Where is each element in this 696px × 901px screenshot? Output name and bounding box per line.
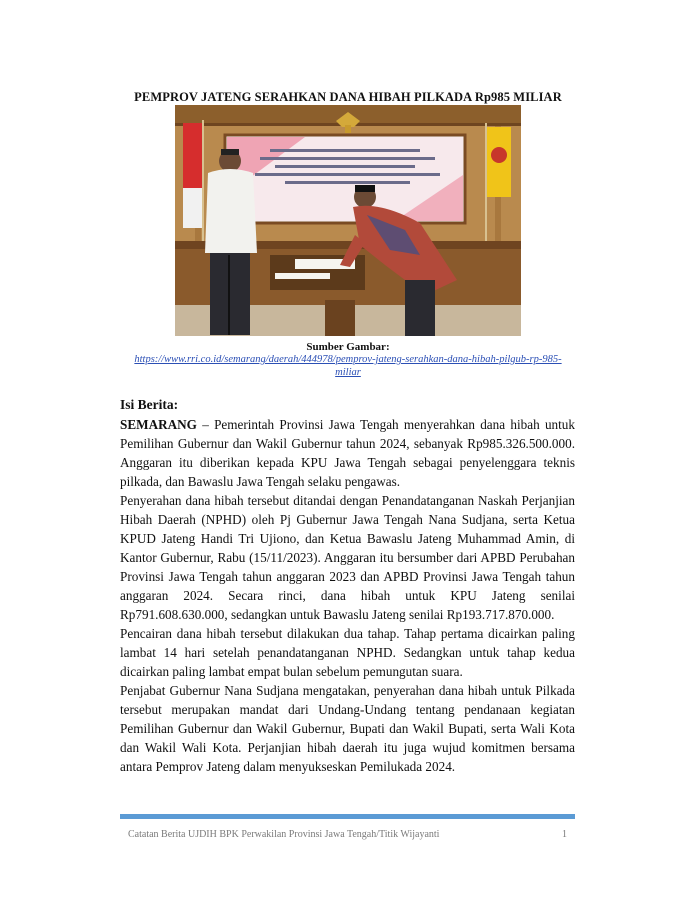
image-source-label: Sumber Gambar: [306,341,390,353]
footer-text: Catatan Berita UJDIH BPK Perwakilan Provinsi Jawa Tengah/Titik Wijayanti [128,829,440,840]
paragraph-1 [120,415,575,491]
paragraph-4: Penjabat Gubernur Nana Sudjana mengatakan, penyerahan dana hibah untuk Pilkada tersebut merupakan mandat dari Undang-Undang tentang pendanaan kegiatan Pemilihan Gubernur dan Wakil Gubernur, Bupati dan Wakil Bupati, serta Wali Kota dan Wakil Wali Kota. Perjanjian hibah daerah itu juga wujud komitmen bersama antara Pemprov Jateng dalam menyukseskan Pemilukada 2024. [120,683,575,774]
footer-divider [120,814,575,819]
paragraph-text: – Pemerintah Provinsi Jawa Tengah menyerahkan dana hibah untuk Pemilihan Gubernur dan Wakil Gubernur tahun 2024, sebanyak Rp985.326.500.000. Anggaran itu diberikan kepada KPU Jawa Tengah sebagai penyelenggara teknis pilkada, dan Bawaslu Jawa Tengah selaku pengawas. [120,417,575,489]
paragraph-2: Penyerahan dana hibah tersebut ditandai dengan Penandatanganan Naskah Perjanjian Hibah Daerah (NPHD) oleh Pj Gubernur Jawa Tengah Nana Sudjana, serta Ketua KPUD Jateng Handi Tri Ujiono, dan Ketua Bawaslu Jateng Muhammad Amin, di Kantor Gubernur, Rabu (15/11/2023). Anggaran itu bersumber dari APBD Perubahan Provinsi Jawa Tengah tahun anggaran 2023 dan APBD Provinsi Jawa Tengah tahun anggaran 2024. Secara rinci, dana hibah untuk KPU Jateng senilai Rp791.608.630.000, sedangkan untuk Bawaslu Jateng senilai Rp193.717.870.000. [120,493,575,622]
article-body [120,415,575,776]
section-heading: Isi Berita: [120,397,179,412]
document-title: PEMPROV JATENG SERAHKAN DANA HIBAH PILKADA Rp985 MILIAR [134,90,562,104]
paragraph-3: Pencairan dana hibah tersebut dilakukan dua tahap. Tahap pertama dicairkan paling lambat 14 hari setelah penandatanganan NPHD. Sedangkan untuk tahap kedua dicairkan paling lambat empat bulan sebelum pemungutan suara. [120,626,575,679]
page-number: 1 [562,829,567,840]
dateline: SEMARANG [120,417,197,432]
image-source-link[interactable]: https://www.rri.co.id/semarang/daerah/444978/pemprov-jateng-serahkan-dana-hibah-pilgub-rp-985-miliar [134,354,562,378]
news-photo [175,105,521,336]
